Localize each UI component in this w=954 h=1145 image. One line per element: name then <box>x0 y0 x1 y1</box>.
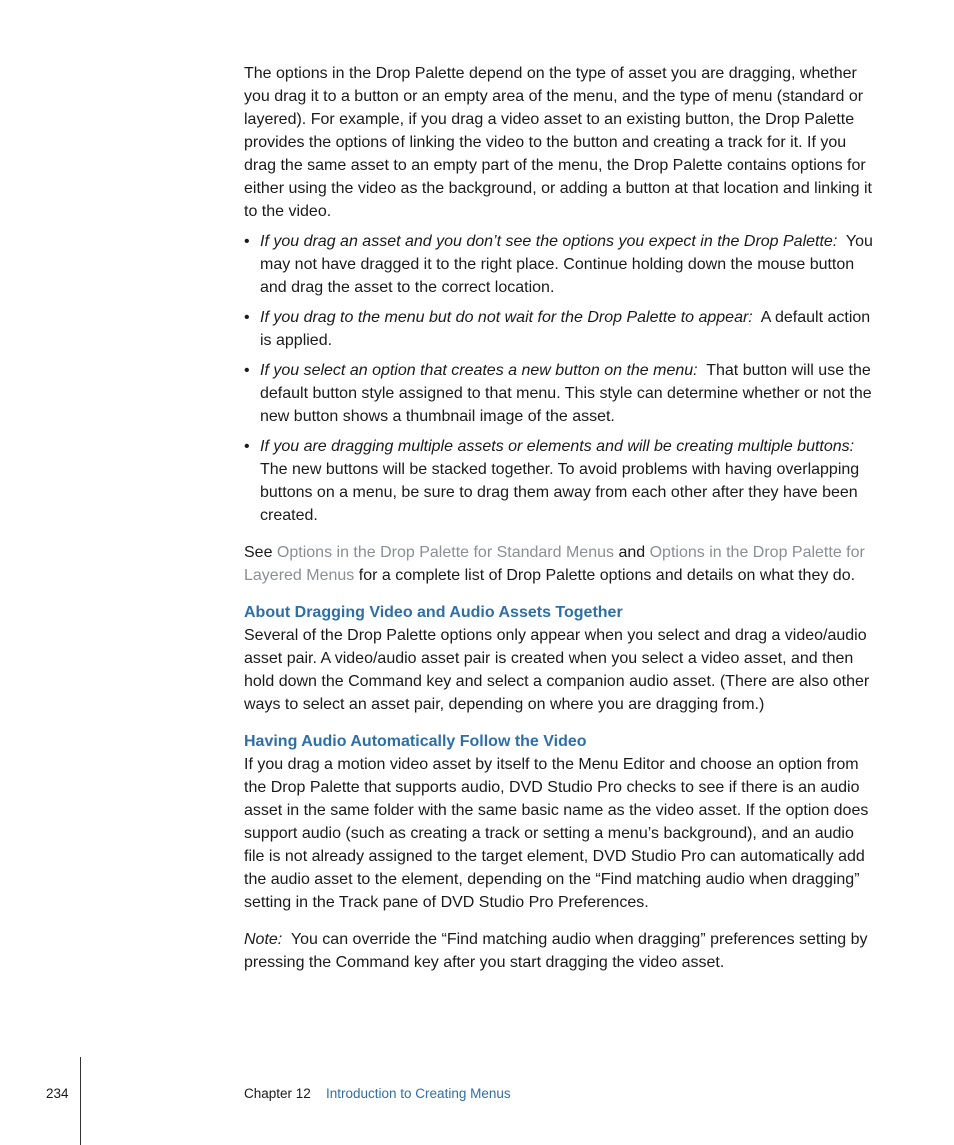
see-prefix: See <box>244 544 273 561</box>
chapter-title: Introduction to Creating Menus <box>326 1086 511 1101</box>
note-label: Note: <box>244 931 283 948</box>
see-and: and <box>618 544 646 561</box>
list-item <box>244 306 876 352</box>
page-number: 234 <box>46 1086 69 1101</box>
section-audio-follow-video <box>244 730 876 914</box>
link-layered-menus[interactable]: Options in the Drop Palette for Layered Menus <box>244 544 865 584</box>
tips-list <box>244 230 876 534</box>
intro-paragraph: The options in the Drop Palette depend on the type of asset you are dragging, whether you drag it to a button or an empty area of the menu, and the type of menu (standard or layered). For example, if you drag a video asset to an existing button, the Drop Palette provides the options of linking the video to the button and creating a track for it. If you drag the same asset to an empty part of the menu, the Drop Palette contains options for either using the video as the background, or adding a button at that location and linking it to the video. <box>244 65 872 220</box>
bullet-lead: If you drag to the menu but do not wait for the Drop Palette to appear: <box>260 309 753 326</box>
see-also-paragraph <box>244 541 876 587</box>
list-item <box>244 359 876 428</box>
bullet-marker: • <box>244 233 250 250</box>
bullet-lead: If you select an option that creates a new button on the menu: <box>260 362 698 379</box>
chapter-label: Chapter 12 <box>244 1086 311 1101</box>
section-body: Several of the Drop Palette options only appear when you select and drag a video/audio asset pair. A video/audio asset pair is created when you select a video asset, and then hold down the Command key and select a companion audio asset. (There are also other ways to select an asset pair, depending on where you are dragging from.) <box>244 627 870 713</box>
note-paragraph <box>244 928 876 974</box>
section-dragging-video-audio <box>244 601 876 716</box>
bullet-lead: If you are dragging multiple assets or elements and will be creating multiple buttons: <box>260 438 855 455</box>
bullet-lead: If you drag an asset and you don’t see the options you expect in the Drop Palette: <box>260 233 838 250</box>
bullet-marker: • <box>244 309 250 326</box>
section-heading: About Dragging Video and Audio Assets Together <box>244 604 623 621</box>
bullet-marker: • <box>244 362 250 379</box>
bullet-text: A default action is applied. <box>260 309 871 349</box>
bullet-text: That button will use the default button style assigned to that menu. This style can determine whether or not the new button shows a thumbnail image of the asset. <box>260 362 872 425</box>
note-text: You can override the “Find matching audio when dragging” preferences setting by pressing the Command key after you start dragging the video asset. <box>244 931 868 971</box>
bullet-marker: • <box>244 438 250 455</box>
footer-divider <box>80 1057 81 1145</box>
bullet-text: You may not have dragged it to the right place. Continue holding down the mouse button and drag the asset to the correct location. <box>260 233 873 296</box>
list-item <box>244 230 876 299</box>
see-suffix: for a complete list of Drop Palette options and details on what they do. <box>358 567 856 584</box>
bullet-text: The new buttons will be stacked together. To avoid problems with having overlapping buttons on a menu, be sure to drag them away from each other after they have been created. <box>260 461 860 524</box>
link-standard-menus[interactable]: Options in the Drop Palette for Standard Menus <box>276 544 614 561</box>
section-heading: Having Audio Automatically Follow the Video <box>244 733 587 750</box>
section-body: If you drag a motion video asset by itself to the Menu Editor and choose an option from the Drop Palette that supports audio, DVD Studio Pro checks to see if there is an audio asset in the same folder with the same basic name as the video asset. If the option does support audio (such as creating a track or setting a menu’s background), and an audio file is not already assigned to the target element, DVD Studio Pro can automatically add the audio asset to the element, depending on the “Find matching audio when dragging” setting in the Track pane of DVD Studio Pro Preferences. <box>244 756 869 911</box>
list-item <box>244 435 876 527</box>
